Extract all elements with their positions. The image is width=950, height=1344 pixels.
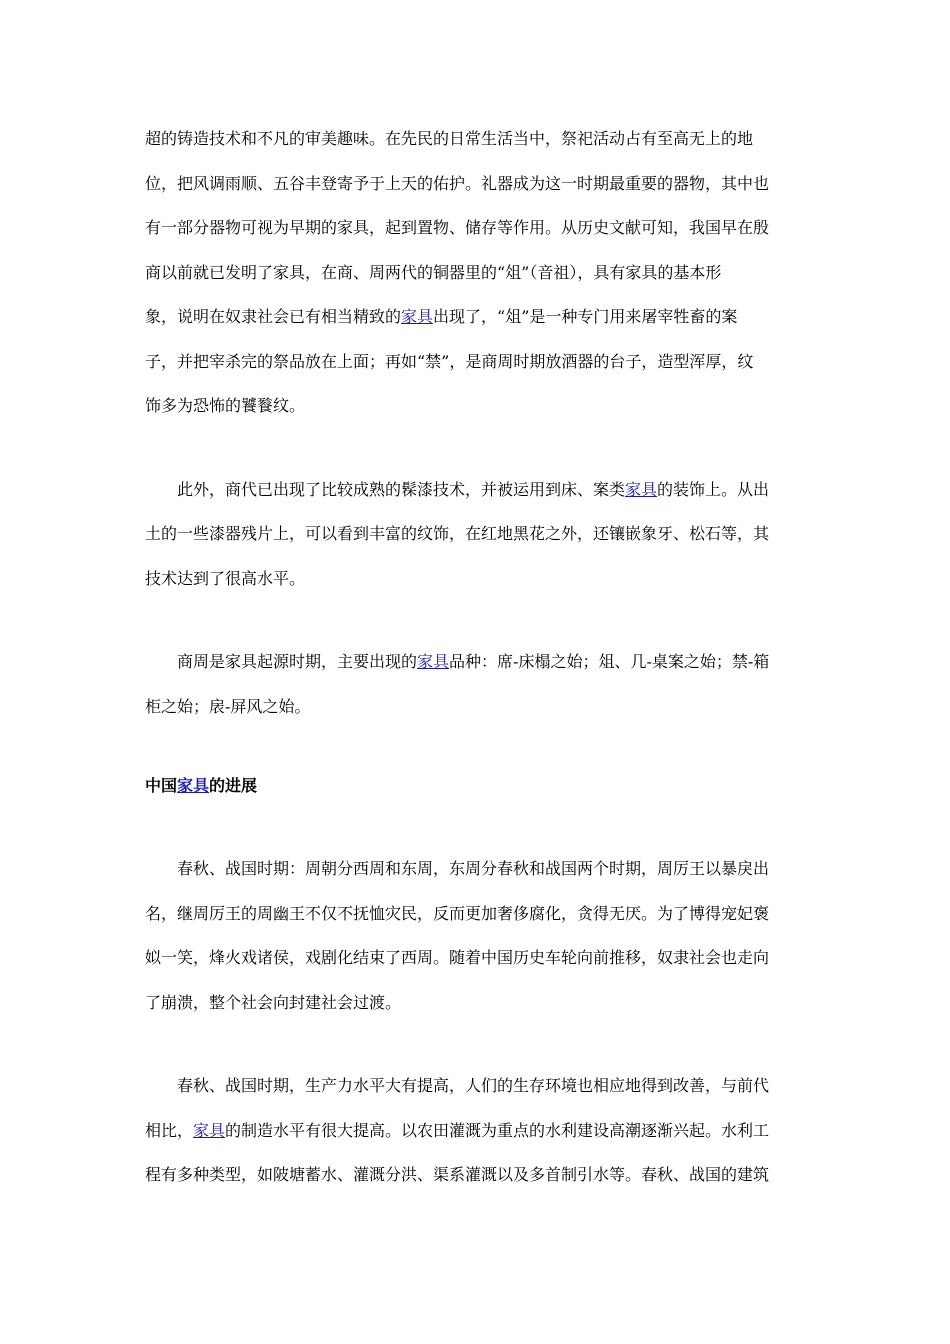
- text-line: 象，说明在奴隶社会已有相当精致的家具出现了，“俎”是一种专门用来屠宰牲畜的案: [145, 307, 738, 326]
- text-line: 子，并把宰杀完的祭品放在上面；再如“禁”，是商周时期放酒器的台子，造型浑厚，纹: [145, 352, 754, 371]
- text-line: 了崩溃，整个社会向封建社会过渡。: [145, 993, 402, 1012]
- section-heading: 中国家具的进展: [145, 776, 258, 795]
- furniture-link[interactable]: 家具: [193, 1121, 226, 1140]
- text-line: 技术达到了很高水平。: [145, 569, 306, 588]
- text-line: 春秋、战国时期：周朝分西周和东周，东周分春秋和战国两个时期，周厉王以暴戾出: [145, 859, 770, 878]
- furniture-link[interactable]: 家具: [177, 776, 210, 795]
- text-line: 位，把风调雨顺、五谷丰登寄予于上天的佑护。礼器成为这一时期最重要的器物，其中也: [145, 174, 770, 193]
- furniture-link[interactable]: 家具: [417, 652, 450, 671]
- text-line: 春秋、战国时期，生产力水平大有提高，人们的生存环境也相应地得到改善，与前代: [145, 1076, 770, 1095]
- text-line: 相比，家具的制造水平有很大提高。以农田灌溉为重点的水利建设高潮逐渐兴起。水利工: [145, 1121, 770, 1140]
- furniture-link[interactable]: 家具: [401, 307, 434, 326]
- text-line: 柜之始；扆-屏风之始。: [145, 697, 311, 716]
- text-line: 名，继周厉王的周幽王不仅不抚恤灾民，反而更加奢侈腐化，贪得无厌。为了博得宠妃褒: [145, 904, 770, 923]
- text-line: 商以前就已发明了家具，在商、周两代的铜器里的“俎”（音祖），具有家具的基本形: [145, 263, 722, 282]
- text-line: 程有多种类型，如陂塘蓄水、灌溉分洪、渠系灌溉以及多首制引水等。春秋、战国的建筑: [145, 1165, 770, 1184]
- text-line: 土的一些漆器残片上，可以看到丰富的纹饰，在红地黑花之外，还镶嵌象牙、松石等，其: [145, 524, 770, 543]
- text-line: 饰多为恐怖的饕餮纹。: [145, 396, 306, 415]
- text-line: 超的铸造技术和不凡的审美趣味。在先民的日常生活当中，祭祀活动占有至高无上的地: [145, 129, 754, 148]
- furniture-link[interactable]: 家具: [625, 480, 658, 499]
- text-line: 姒一笑，烽火戏诸侯，戏剧化结束了西周。随着中国历史车轮向前推移，奴隶社会也走向: [145, 948, 770, 967]
- text-line: 此外，商代已出现了比较成熟的髹漆技术，并被运用到床、案类家具的装饰上。从出: [145, 480, 770, 499]
- text-line: 商周是家具起源时期，主要出现的家具品种：席-床榻之始；俎、几-桌案之始；禁-箱: [145, 652, 770, 671]
- text-line: 有一部分器物可视为早期的家具，起到置物、储存等作用。从历史文献可知，我国早在殷: [145, 218, 770, 237]
